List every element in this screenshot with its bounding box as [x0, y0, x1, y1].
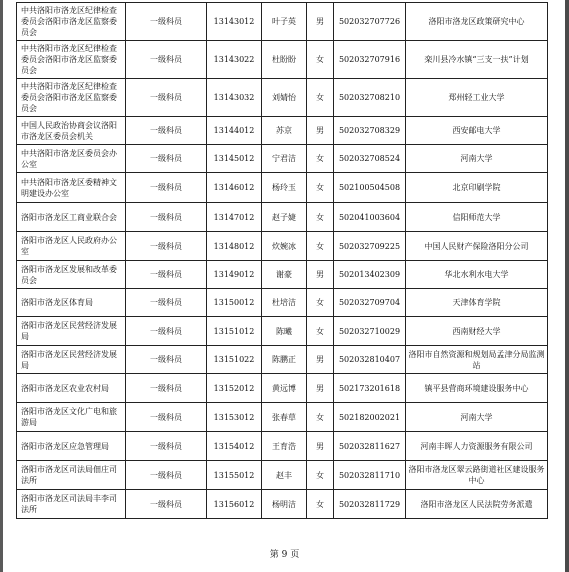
cell-ticket-number: 502013402309	[334, 261, 406, 289]
cell-unit: 洛阳市洛龙区人民政府办公室	[17, 232, 126, 261]
candidate-table-body	[17, 3, 548, 519]
cell-gender: 男	[307, 117, 334, 145]
cell-ticket-number: 502032811627	[334, 432, 406, 461]
viewer-right-edge	[565, 0, 569, 572]
cell-organization: 洛阳市洛龙区政策研究中心	[406, 3, 548, 41]
cell-position-code: 13151012	[207, 317, 262, 346]
cell-name: 赵子婕	[262, 203, 307, 232]
cell-level: 一级科员	[126, 374, 207, 403]
cell-level: 一级科员	[126, 289, 207, 317]
table-row	[17, 232, 548, 261]
cell-organization: 洛阳市洛龙区人民法院劳务派遣	[406, 490, 548, 519]
cell-ticket-number: 502032708329	[334, 117, 406, 145]
cell-unit: 洛阳市洛龙区发展和改革委员会	[17, 261, 126, 289]
viewer-left-edge	[0, 0, 3, 572]
cell-ticket-number: 502041003604	[334, 203, 406, 232]
cell-gender: 女	[307, 173, 334, 203]
cell-gender: 女	[307, 203, 334, 232]
table-row	[17, 261, 548, 289]
cell-name: 陈鹏正	[262, 346, 307, 374]
cell-ticket-number: 502032707916	[334, 41, 406, 79]
cell-organization: 中国人民财产保险洛阳分公司	[406, 232, 548, 261]
cell-position-code: 13144012	[207, 117, 262, 145]
cell-level: 一级科员	[126, 261, 207, 289]
candidate-table	[16, 2, 548, 519]
cell-unit: 中共洛阳市洛龙区委精神文明建设办公室	[17, 173, 126, 203]
cell-ticket-number: 502182002021	[334, 403, 406, 432]
cell-gender: 男	[307, 261, 334, 289]
cell-name: 陈曦	[262, 317, 307, 346]
cell-gender: 女	[307, 317, 334, 346]
cell-level: 一级科员	[126, 432, 207, 461]
cell-organization: 栾川县冷水镇“三支一扶”计划	[406, 41, 548, 79]
cell-unit: 洛阳市洛龙区司法局佃庄司法所	[17, 461, 126, 490]
table-row	[17, 461, 548, 490]
cell-level: 一级科员	[126, 403, 207, 432]
cell-ticket-number: 502032710029	[334, 317, 406, 346]
cell-position-code: 13151022	[207, 346, 262, 374]
cell-gender: 女	[307, 41, 334, 79]
cell-name: 谢豪	[262, 261, 307, 289]
table-row	[17, 145, 548, 173]
cell-unit: 洛阳市洛龙区体育局	[17, 289, 126, 317]
cell-name: 宁君洁	[262, 145, 307, 173]
cell-gender: 女	[307, 232, 334, 261]
cell-unit: 洛阳市洛龙区民营经济发展局	[17, 346, 126, 374]
cell-gender: 女	[307, 490, 334, 519]
cell-ticket-number: 502100504508	[334, 173, 406, 203]
cell-name: 杜培洁	[262, 289, 307, 317]
cell-level: 一级科员	[126, 490, 207, 519]
table-row	[17, 173, 548, 203]
cell-position-code: 13154012	[207, 432, 262, 461]
cell-organization: 河南丰晖人力资源服务有限公司	[406, 432, 548, 461]
table-row	[17, 432, 548, 461]
cell-name: 杨玲玉	[262, 173, 307, 203]
cell-name: 黄远博	[262, 374, 307, 403]
cell-unit: 洛阳市洛龙区民营经济发展局	[17, 317, 126, 346]
cell-gender: 男	[307, 374, 334, 403]
cell-organization: 镇平县营商环境建设服务中心	[406, 374, 548, 403]
cell-position-code: 13143032	[207, 79, 262, 117]
table-row	[17, 41, 548, 79]
cell-unit: 中共洛阳市洛龙区纪律检查委员会洛阳市洛龙区监察委员会	[17, 41, 126, 79]
cell-organization: 洛阳市洛龙区翠云路街道社区建设服务中心	[406, 461, 548, 490]
table-row	[17, 289, 548, 317]
cell-position-code: 13149012	[207, 261, 262, 289]
table-row	[17, 117, 548, 145]
table-row	[17, 317, 548, 346]
cell-gender: 女	[307, 403, 334, 432]
cell-position-code: 13147012	[207, 203, 262, 232]
cell-organization: 河南大学	[406, 145, 548, 173]
cell-position-code: 13150012	[207, 289, 262, 317]
cell-level: 一级科员	[126, 41, 207, 79]
cell-unit: 中共洛阳市洛龙区纪律检查委员会洛阳市洛龙区监察委员会	[17, 3, 126, 41]
cell-ticket-number: 502032707726	[334, 3, 406, 41]
cell-position-code: 13143022	[207, 41, 262, 79]
table-row	[17, 3, 548, 41]
cell-ticket-number: 502173201618	[334, 374, 406, 403]
cell-level: 一级科员	[126, 346, 207, 374]
cell-position-code: 13155012	[207, 461, 262, 490]
cell-ticket-number: 502032811710	[334, 461, 406, 490]
cell-level: 一级科员	[126, 117, 207, 145]
cell-position-code: 13143012	[207, 3, 262, 41]
table-row	[17, 490, 548, 519]
cell-level: 一级科员	[126, 3, 207, 41]
cell-position-code: 13148012	[207, 232, 262, 261]
cell-level: 一级科员	[126, 79, 207, 117]
cell-organization: 信阳师范大学	[406, 203, 548, 232]
cell-gender: 女	[307, 79, 334, 117]
cell-level: 一级科员	[126, 173, 207, 203]
cell-ticket-number: 502032810407	[334, 346, 406, 374]
cell-organization: 北京印刷学院	[406, 173, 548, 203]
cell-organization: 华北水利水电大学	[406, 261, 548, 289]
cell-ticket-number: 502032709704	[334, 289, 406, 317]
cell-name: 张春草	[262, 403, 307, 432]
cell-level: 一级科员	[126, 461, 207, 490]
cell-level: 一级科员	[126, 317, 207, 346]
cell-ticket-number: 502032811729	[334, 490, 406, 519]
cell-unit: 中国人民政治协商会议洛阳市洛龙区委员会机关	[17, 117, 126, 145]
cell-unit: 洛阳市洛龙区工商业联合会	[17, 203, 126, 232]
cell-gender: 男	[307, 346, 334, 374]
cell-gender: 女	[307, 461, 334, 490]
cell-organization: 西南财经大学	[406, 317, 548, 346]
cell-unit: 中共洛阳市洛龙区委员会办公室	[17, 145, 126, 173]
cell-position-code: 13156012	[207, 490, 262, 519]
cell-ticket-number: 502032708524	[334, 145, 406, 173]
table-row	[17, 403, 548, 432]
cell-position-code: 13146012	[207, 173, 262, 203]
cell-level: 一级科员	[126, 145, 207, 173]
page-number: 第 9 页	[269, 550, 300, 560]
cell-unit: 洛阳市洛龙区农业农村局	[17, 374, 126, 403]
cell-ticket-number: 502032708210	[334, 79, 406, 117]
cell-organization: 河南大学	[406, 403, 548, 432]
cell-unit: 洛阳市洛龙区司法局丰李司法所	[17, 490, 126, 519]
cell-gender: 女	[307, 289, 334, 317]
cell-unit: 洛阳市洛龙区应急管理局	[17, 432, 126, 461]
cell-ticket-number: 502032709225	[334, 232, 406, 261]
cell-organization: 洛阳市自然资源和规划局孟津分局监测站	[406, 346, 548, 374]
table-row	[17, 79, 548, 117]
cell-unit: 洛阳市洛龙区文化广电和旅游局	[17, 403, 126, 432]
cell-position-code: 13145012	[207, 145, 262, 173]
table-row	[17, 203, 548, 232]
cell-gender: 男	[307, 3, 334, 41]
cell-name: 苏京	[262, 117, 307, 145]
cell-organization: 天津体育学院	[406, 289, 548, 317]
cell-name: 王育浩	[262, 432, 307, 461]
cell-gender: 男	[307, 432, 334, 461]
cell-organization: 西安邮电大学	[406, 117, 548, 145]
cell-name: 赵丰	[262, 461, 307, 490]
cell-organization: 郑州轻工业大学	[406, 79, 548, 117]
cell-position-code: 13152012	[207, 374, 262, 403]
cell-name: 杜盼盼	[262, 41, 307, 79]
table-row	[17, 346, 548, 374]
cell-name: 炊婉冰	[262, 232, 307, 261]
cell-unit: 中共洛阳市洛龙区纪律检查委员会洛阳市洛龙区监察委员会	[17, 79, 126, 117]
cell-name: 杨明洁	[262, 490, 307, 519]
cell-level: 一级科员	[126, 203, 207, 232]
cell-name: 刘婧怡	[262, 79, 307, 117]
cell-name: 叶子英	[262, 3, 307, 41]
cell-gender: 女	[307, 145, 334, 173]
cell-level: 一级科员	[126, 232, 207, 261]
cell-position-code: 13153012	[207, 403, 262, 432]
table-row	[17, 374, 548, 403]
